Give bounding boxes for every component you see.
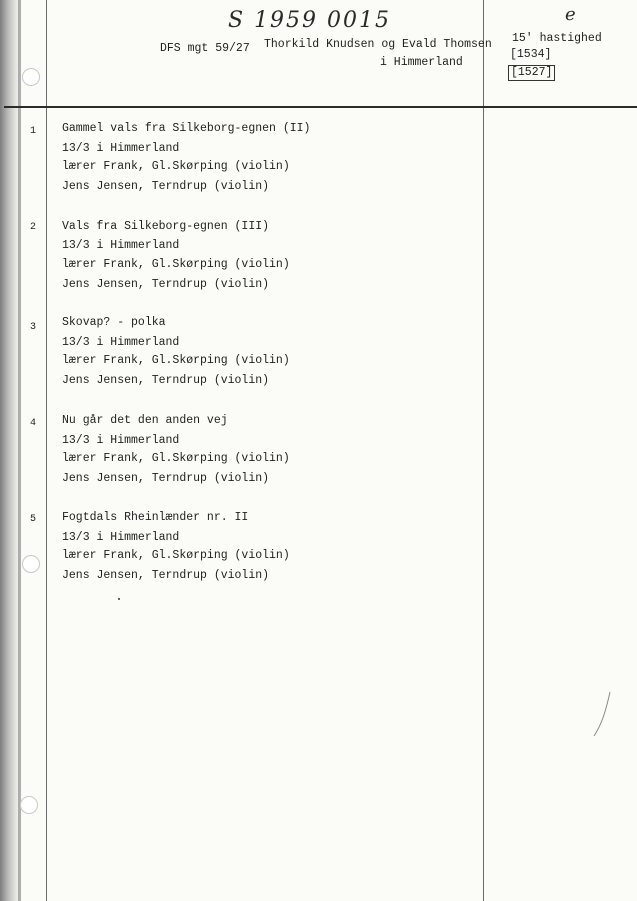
entry-date-place: 13/3 i Himmerland — [62, 336, 180, 349]
scan-edge-line — [18, 0, 21, 901]
entry-performer-2: Jens Jensen, Terndrup (violin) — [62, 374, 270, 387]
entry-title: Nu går det den anden vej — [62, 414, 228, 427]
entry-performer-1: lærer Frank, Gl.Skørping (violin) — [62, 258, 290, 271]
entry-performer-2: Jens Jensen, Terndrup (violin) — [62, 472, 270, 485]
reference-number-1: [1534] — [510, 48, 552, 61]
entry-number: 2 — [30, 222, 37, 233]
entry-number: 4 — [30, 418, 37, 429]
pencil-mark — [590, 690, 614, 740]
header-separator — [4, 106, 637, 108]
entry-performer-2: Jens Jensen, Terndrup (violin) — [62, 569, 270, 582]
recording-speed: 15' hastighed — [512, 32, 602, 45]
punch-hole-top — [22, 68, 40, 86]
entry-number: 3 — [30, 322, 37, 333]
performers-line-2: i Himmerland — [380, 56, 463, 69]
punch-hole-middle — [22, 555, 40, 573]
entry-performer-1: lærer Frank, Gl.Skørping (violin) — [62, 354, 290, 367]
entry-number: 1 — [30, 126, 37, 137]
right-column-rule — [483, 0, 484, 901]
entry-title: Gammel vals fra Silkeborg-egnen (II) — [62, 122, 311, 135]
entry-title: Vals fra Silkeborg-egnen (III) — [62, 220, 270, 233]
handwritten-archive-id: S 1959 0015 — [228, 8, 392, 33]
entry-performer-2: Jens Jensen, Terndrup (violin) — [62, 278, 270, 291]
entry-date-place: 13/3 i Himmerland — [62, 531, 180, 544]
left-margin-rule — [46, 0, 47, 901]
entry-performer-1: lærer Frank, Gl.Skørping (violin) — [62, 452, 290, 465]
entry-date-place: 13/3 i Himmerland — [62, 142, 180, 155]
entry-performer-1: lærer Frank, Gl.Skørping (violin) — [62, 160, 290, 173]
reference-number-2: [1527] — [508, 65, 555, 81]
entry-title: Skovap? - polka — [62, 316, 166, 329]
entry-date-place: 13/3 i Himmerland — [62, 239, 180, 252]
entry-title: Fogtdals Rheinlænder nr. II — [62, 511, 249, 524]
punch-hole-bottom — [20, 796, 38, 814]
corner-handwritten-mark: e — [565, 4, 576, 25]
catalog-number: DFS mgt 59/27 — [160, 42, 250, 55]
entry-performer-2: Jens Jensen, Terndrup (violin) — [62, 180, 270, 193]
performers-line-1: Thorkild Knudsen og Evald Thomsen — [264, 38, 492, 51]
entry-number: 5 — [30, 514, 37, 525]
speck — [118, 598, 120, 600]
entry-date-place: 13/3 i Himmerland — [62, 434, 180, 447]
entry-performer-1: lærer Frank, Gl.Skørping (violin) — [62, 549, 290, 562]
